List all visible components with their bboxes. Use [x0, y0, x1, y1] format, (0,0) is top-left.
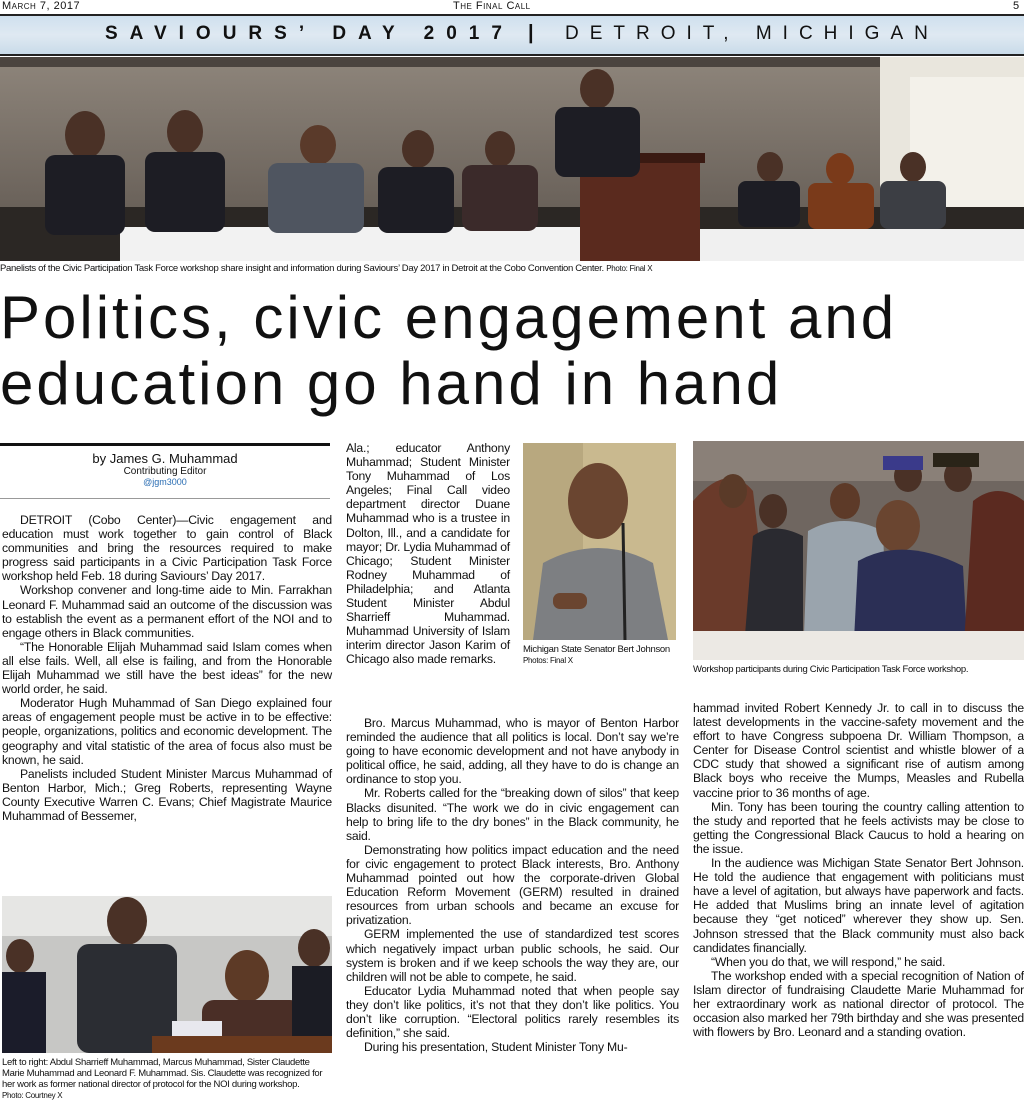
paragraph: “When you do that, we will respond,” he said.: [711, 954, 946, 969]
banner-location: DETROIT, MICHIGAN: [565, 23, 939, 44]
section-banner: [0, 14, 1024, 56]
byline-twitter-handle: @jgm3000: [143, 477, 187, 487]
paragraph: In the audience was Michigan State Senator Bert Johnson. He told the audience that engagement with politicians must have a level of agitation, but always have paperwork and facts. He added that Muslims bring an innate level of agitation because they “get noticed” wherever they show up. Sen. Johnson stressed that the Black community must also back candidates financially.: [693, 856, 1024, 955]
headline-line-1: Politics, civic engagement and: [0, 284, 898, 351]
senator-photo-credit: Photos: Final X: [523, 656, 573, 665]
photo-senator-bert-johnson: [523, 443, 676, 640]
paragraph: Demonstrating how politics impact education and the need for civic engagement to protect Black interests, Bro. Anthony Muhammad pointed out how the corporate-driven Global Education Reform Movement (GERM) resulted in drained resources from urban schools and became an excuse for privatization.: [346, 842, 679, 928]
senator-photo-caption: [523, 644, 678, 666]
audience-photo-caption: Workshop participants during Civic Participation Task Force workshop.: [693, 664, 969, 675]
paragraph: hammad invited Robert Kennedy Jr. to call in to discuss the latest developments in the vaccine-safety movement and the effort to have Congress subpoena Dr. William Thompson, a Center for Disease Control scientist and whistle blower of a CDC study that showed a significant rise of autism among Black boys who receive the Mumps, Measles and Rubella vaccine prior to 36 months of age.: [693, 701, 1024, 800]
byline: [0, 443, 330, 487]
article-column-2-top: [346, 441, 510, 667]
headline-line-2: education go hand in hand: [0, 350, 783, 417]
paragraph: Ala.; educator Anthony Muhammad; Student Minister Tony Muhammad of Los Angeles; Final Call video department director Duane Muhammad who is a trustee in Dolton, Ill., and a candidate for mayor; Dr. Lydia Muhammad of Chicago; Student Minister Rodney Muhammad of Philadelphia; and Atlanta Student Minister Abdul Sharrieff Muhammad. Muhammad University of Islam interim director Jason Karim of Chicago also made remarks.: [346, 441, 510, 667]
paragraph: Workshop convener and long-time aide to Min. Farrakhan Leonard F. Muhammad said an outcome of the discussion was to establish the event as a permanent effort of the NOI and to engage others in Black communities.: [2, 583, 332, 640]
paragraph: Panelists included Student Minister Marcus Muhammad of Benton Harbor, Mich.; Greg Roberts, representing Wayne County Executive Warren C. Evans; Chief Magistrate Maurice Muhammad of Bessemer,: [2, 766, 332, 823]
byline-role: Contributing Editor: [123, 466, 207, 477]
senator-caption-text: Michigan State Senator Bert Johnson: [523, 644, 670, 655]
paragraph: GERM implemented the use of standardized test scores which negatively impact urban public schools, he said. Our system is broken and if we keep schools the way they are, our children will not be able to compete, he said.: [346, 927, 679, 984]
folio-date: March 7, 2017: [2, 0, 81, 12]
paragraph: Moderator Hugh Muhammad of San Diego explained four areas of engagement people must be active in to be effective: people, organizations, politics and economic development. The geography and vital statistic of the area of focus also must be known, he said.: [2, 696, 332, 767]
bottom-left-photo-credit: Photo: Courtney X: [2, 1091, 63, 1100]
paragraph: Mr. Roberts called for the “breaking down of silos” that keep Blacks disunited. “The work we do in civic engagement can help to bring life to the dry bones” in the Black community, he said.: [346, 786, 679, 843]
article-headline: [0, 285, 1024, 417]
photo-workshop-audience: [693, 441, 1024, 660]
paragraph: Bro. Marcus Muhammad, who is mayor of Benton Harbor reminded the audience that all politics is local. Don’t say we’re going to have economic development and not have anybody in political office, he said, adding, all they have to do is change an ordinance to stop you.: [346, 716, 679, 787]
article-column-2: [346, 716, 679, 1054]
paragraph: DETROIT (Cobo Center)—Civic engagement and education must work together to gain control of Black communities and bring the resources required to make progress said participants in a Civic Participation Task Force workshop held Feb. 18 during Saviours’ Day 2017.: [2, 513, 332, 584]
paragraph: The workshop ended with a special recognition of Nation of Islam director of fundraising Claudette Marie Muhammad for her extraordinary work as national director of protocol. The occasion also marked her 79th birthday and she was presented with flowers by Bro. Leonard and a standing ovation.: [693, 968, 1024, 1040]
top-photo-caption-text: Panelists of the Civic Participation Task Force workshop share insight and information during Saviours’ Day 2017 in Detroit at the Cobo Convention Center.: [0, 263, 604, 274]
folio-page-number: 5: [1013, 0, 1020, 12]
paragraph: “The Honorable Elijah Muhammad said Islam comes when all else fails. Well, all else is failing, and from the Honorable Elijah Muhammad we still have the best ideas” for the new world order, he said.: [2, 639, 332, 697]
top-photo-credit: Photo: Final X: [606, 264, 653, 273]
article-column-3: [693, 701, 1024, 1039]
photo-claudette-recognition: [2, 896, 332, 1053]
banner-separator: |: [528, 22, 534, 44]
top-photo-caption: [0, 263, 1024, 274]
paragraph: Educator Lydia Muhammad noted that when people say they don’t like politics, it’s not that they don’t like politics. You don’t like corruption. “Electoral politics rarely resembles its definition,” she said.: [346, 983, 679, 1041]
bottom-left-caption-text: Left to right: Abdul Sharrieff Muhammad, Marcus Muhammad, Sister Claudette Marie Muhammad and Leonard F. Muhammad. Sis. Claudette was recognized for her work as former national director of protocol for the NOI during workshop.: [2, 1057, 323, 1090]
bottom-left-photo-caption: [2, 1057, 332, 1101]
article-column-1: [2, 513, 332, 823]
folio-paper-name: The Final Call: [453, 0, 531, 12]
byline-rule: [0, 498, 330, 499]
top-photo-panelists: [0, 57, 1024, 261]
paragraph: During his presentation, Student Minister Tony Mu-: [364, 1040, 628, 1055]
paragraph: Min. Tony has been touring the country calling attention to the study and reported that he feels activists may be close to getting the Congressional Black Caucus to hold a hearing on the issue.: [693, 799, 1024, 856]
byline-author: by James G. Muhammad: [92, 451, 238, 466]
banner-event: SAVIOURS’ DAY 2017: [105, 23, 514, 44]
